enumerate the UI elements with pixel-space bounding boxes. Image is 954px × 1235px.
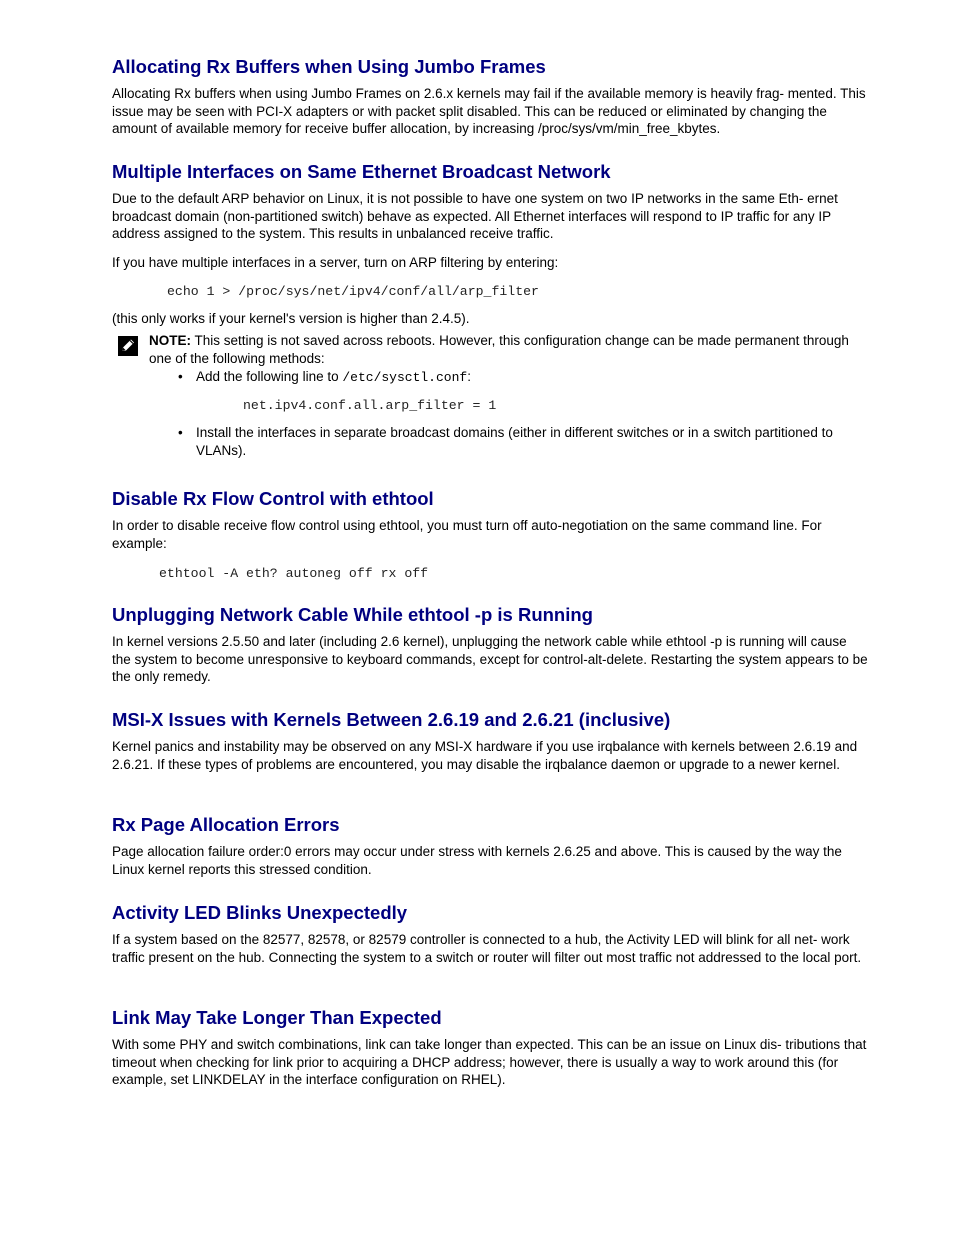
bullet-item-broadcast-domains (178, 424, 868, 460)
paragraph-jumbo-frames: Allocating Rx buffers when using Jumbo Frames on 2.6.x kernels may fail if the available memory is heavily frag- mented. This issue may be seen with PCI-X adapters or with packet split disabled. This can be reduced or eliminated by changing the amount of available memory for receive buffer allocation, by increasing /proc/sys/vm/min_free_kbytes. (112, 86, 866, 136)
paragraph-link-delay: With some PHY and switch combinations, link can take longer than expected. This can be an issue on Linux dis- tributions that timeout when checking for link prior to acquiring a DHCP address; however, there is usually a way to work around this (for example, set LINKDELAY in the interface configuration on RHEL). (112, 1037, 867, 1087)
bullet-sysctl-prefix: Add the following line to (196, 369, 343, 384)
bullet-text-broadcast-domains: Install the interfaces in separate broadcast domains (either in different switches or in a switch partitioned to VLANs). (196, 425, 833, 458)
code-line-arp-filter: echo 1 > /proc/sys/net/ipv4/conf/all/arp_filter (167, 284, 539, 299)
heading-unplugging-cable: Unplugging Network Cable While ethtool -p is Running (112, 604, 593, 625)
section-msix-issues (112, 709, 868, 773)
bullet-item-sysctl (178, 368, 868, 388)
heading-rx-page-allocation: Rx Page Allocation Errors (112, 814, 340, 835)
code-ethtool (159, 566, 915, 582)
note-pencil-icon (118, 336, 138, 356)
section-flow-control (112, 488, 868, 552)
section-multiple-interfaces (112, 161, 868, 243)
heading-msix-issues: MSI-X Issues with Kernels Between 2.6.19 and 2.6.21 (inclusive) (112, 709, 671, 730)
section-unplugging-cable (112, 604, 868, 686)
bullet-dot: • (178, 369, 183, 384)
note-body: This setting is not saved across reboots. However, this configuration change can be made permanent through one of the following methods: (149, 333, 849, 366)
paragraph-flow-control: In order to disable receive flow control using ethtool, you must turn off auto-negotiation on the same command line. For example: (112, 518, 822, 551)
note-text (149, 332, 868, 367)
heading-activity-led: Activity LED Blinks Unexpectedly (112, 902, 408, 923)
bullet-sysctl-suffix: : (467, 369, 471, 384)
paragraph-arp-behavior: Due to the default ARP behavior on Linux, it is not possible to have one system on two IP networks in the same Eth- ernet broadcast domain (non-partitioned switch) behave as expected. All Ethernet interfaces will respond to IP traffic for any IP address assigned to the system. This results in unbalanced receive traffic. (112, 191, 838, 241)
code-line-sysctl-arp-filter: net.ipv4.conf.all.arp_filter = 1 (243, 398, 497, 413)
section-rx-page-allocation (112, 814, 868, 878)
heading-jumbo-frames: Allocating Rx Buffers when Using Jumbo Frames (112, 56, 546, 77)
code-arp-filter (167, 284, 923, 300)
paragraph-msix-issues: Kernel panics and instability may be observed on any MSI-X hardware if you use irqbalance with kernels between 2.6.19 and 2.6.21. If these types of problems are encountered, you may disable the irqbalance daemon or upgrade to a newer kernel. (112, 739, 858, 772)
bullet-text-sysctl (196, 368, 866, 387)
section-link-delay (112, 1007, 868, 1089)
note-block (149, 332, 868, 367)
code-line-ethtool: ethtool -A eth? autoneg off rx off (159, 566, 429, 581)
heading-link-delay: Link May Take Longer Than Expected (112, 1007, 442, 1028)
bullet-dot: • (178, 425, 183, 440)
path-etc-sysctl: /etc/sysctl.conf (342, 370, 468, 385)
section-arp-filtering (112, 254, 868, 272)
paragraph-activity-led: If a system based on the 82577, 82578, or 82579 controller is connected to a hub, the Activity LED will blink for all net- work traffic present on the hub. Connecting the system to a switch or router will filter out most traffic not addressed to the local port. (112, 932, 862, 965)
paragraph-unplugging-cable: In kernel versions 2.5.50 and later (including 2.6 kernel), unplugging the network cable while ethtool -p is running will cause the system to become unresponsive to keyboard commands, except for control-alt-delete. Restarting the system appears to be the only remedy. (112, 634, 868, 684)
note-label: NOTE: (149, 333, 191, 348)
section-activity-led (112, 902, 868, 966)
heading-multiple-interfaces: Multiple Interfaces on Same Ethernet Broadcast Network (112, 161, 611, 182)
paragraph-kernel-version: (this only works if your kernel's version is higher than 2.4.5). (112, 311, 470, 326)
section-kernel-version (112, 310, 868, 328)
paragraph-arp-filtering: If you have multiple interfaces in a server, turn on ARP filtering by entering: (112, 255, 559, 270)
heading-flow-control: Disable Rx Flow Control with ethtool (112, 488, 434, 509)
paragraph-rx-page-allocation: Page allocation failure order:0 errors may occur under stress with kernels 2.6.25 and above. This is caused by the way the Linux kernel reports this stressed condition. (112, 844, 842, 877)
section-jumbo-frames (112, 56, 868, 138)
